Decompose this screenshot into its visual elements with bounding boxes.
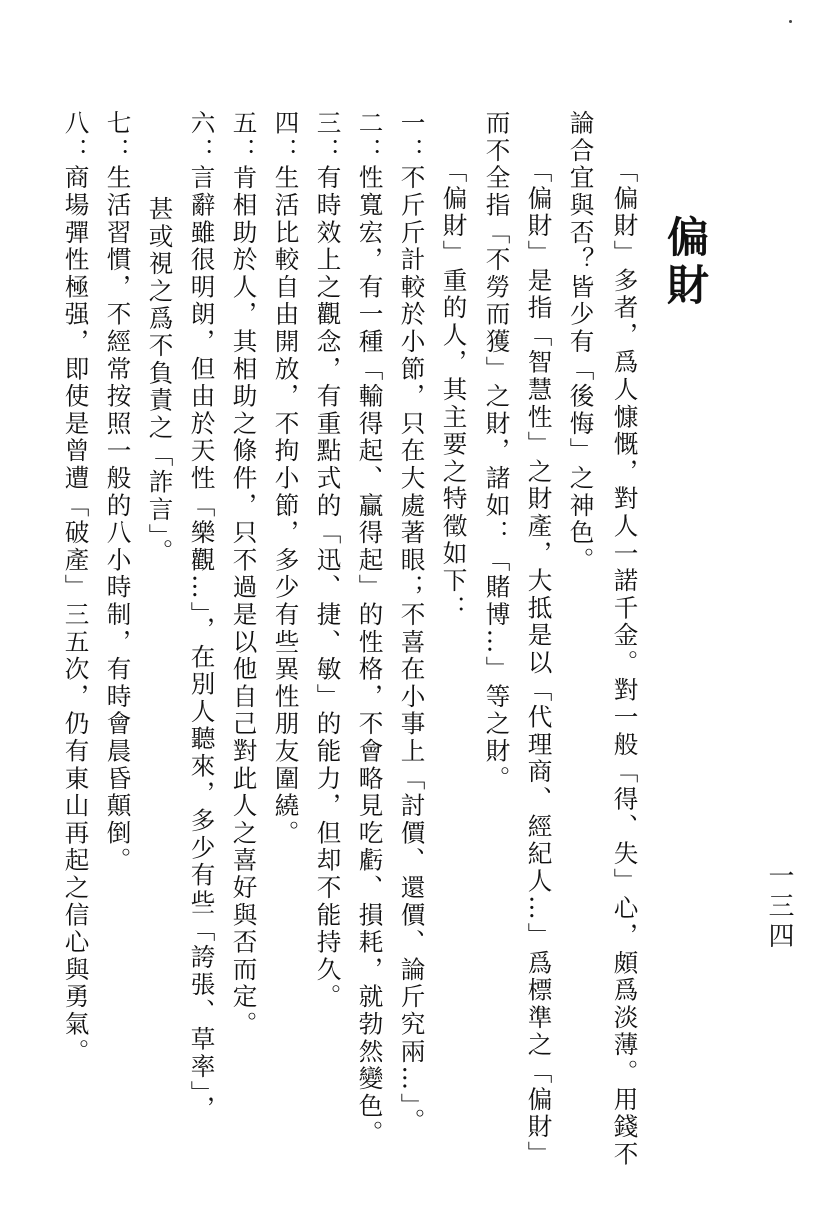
text-column: 「偏財」是指「智慧性」之財產，大抵是以「代理商、經紀人…」爲標準之「偏財」 [524, 158, 554, 1169]
page-number: 一三四 [764, 862, 794, 952]
list-item: 八：商場彈性極强，即使是曾遭「破產」三五次，仍有東山再起之信心與勇氣。 [61, 110, 91, 1066]
list-item: 五：肯相助於人，其相助之條件，只不過是以他自己對此人之喜好與否而定。 [229, 110, 259, 1039]
list-item: 三：有時效上之觀念，有重點式的「迅、捷、敏」的能力，但却不能持久。 [313, 110, 343, 1011]
scan-speck [789, 20, 792, 23]
list-item-continuation: 甚或視之爲不負責之「詐言」。 [145, 196, 175, 566]
list-item: 六：言辭雖很明朗，但由於天性「樂觀…」，在別人聽來，多少有些「誇張、草率」， [187, 110, 217, 1123]
text-column: 論合宜與否？皆少有「後悔」之神色。 [566, 110, 596, 575]
text-column: 「偏財」重的人，其主要之特徵如下： [439, 158, 469, 623]
section-title: 偏財 [661, 215, 710, 311]
list-item: 七：生活習慣，不經常按照一般的八小時制，有時會晨昏顛倒。 [103, 110, 133, 875]
text-column: 「偏財」多者，爲人慷慨，對人一諾千金。對一般「得、失」心，頗爲淡薄。用錢不 [610, 158, 640, 1169]
text-column: 而不全指「不勞而獲」之財，諸如：「賭博…」等之財。 [482, 110, 512, 793]
list-item: 一：不斤斤計較於小節，只在大處著眼；不喜在小事上「討價、還價、論斤究兩…」。 [397, 110, 427, 1136]
list-item: 二：性寬宏，有一種「輸得起、贏得起」的性格，不會略見吃虧、損耗，就勃然變色。 [355, 110, 385, 1148]
list-item: 四：生活比較自由開放，不拘小節，多少有些異性朋友圍繞。 [271, 110, 301, 848]
